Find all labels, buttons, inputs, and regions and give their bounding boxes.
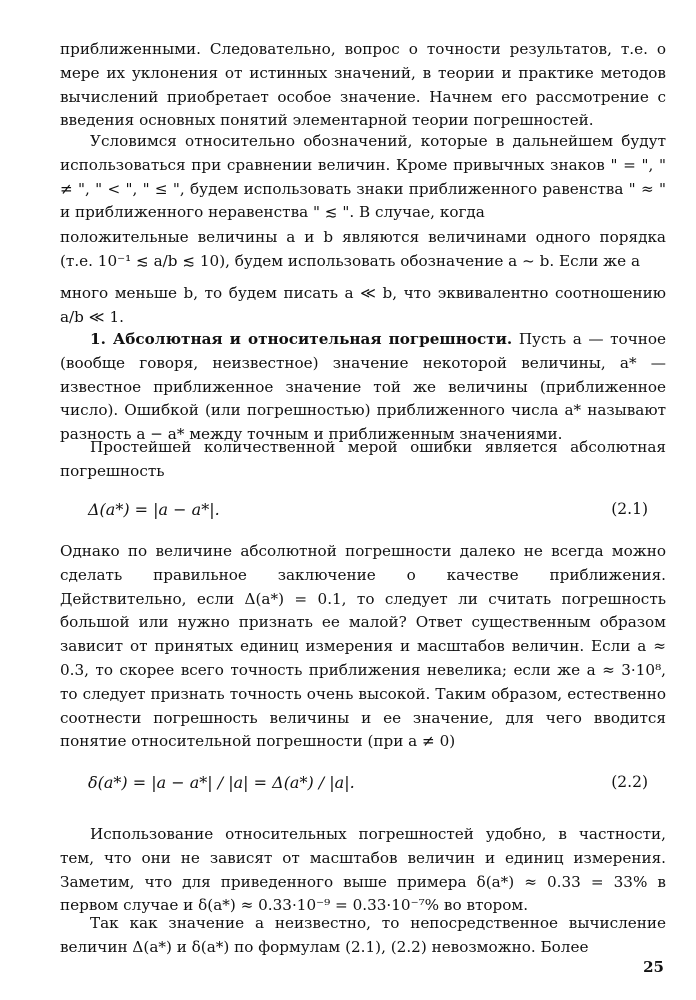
paragraph-abs-error-intro: Простейшей количественной мерой ошибки является абсолютная погрешность [60, 438, 666, 480]
paragraph-usage: Использование относительных погрешностей удобно, в частности, тем, что они не зависят от масштабов величин и единиц измерения. Заметим, что для приведенного выше примера δ(a*) ≈ 0.33 = 33% в первом случае и δ(a*) ≈ 0.33·10⁻⁹ = 0.33·10⁻⁷% во втором. [60, 825, 666, 915]
paragraph-relative-error: Однако по величине абсолютной погрешности далеко не всегда можно сделать правильное заключение о качестве приближения. Действительно, если Δ(a*) = 0.1, то следует ли считать погрешность большой или нужно признать ее малой? Ответ существенным образом зависит от принятых единиц измерения и масштабов величин. Если a ≈ 0.3, то скорее всего точность приближения невелика; если же a ≈ 3·10⁸, то следует признать точность очень высокой. Таким образом, естественно соотнести погрешность величины и ее значение, для чего вводится понятие относительной погрешности (при a ≠ 0) [60, 542, 666, 751]
equation-number-2-1: (2.1) [611, 500, 648, 518]
paragraph-intro: приближенными. Следовательно, вопрос о точности результатов, т.е. о мере их уклонения от истинных значений, в теории и практике методов вычислений приобретает особое значение. Начнем его рассмотрение с введения основных понятий элементарной теории погрешностей. [60, 40, 666, 130]
page-number: 25 [643, 958, 664, 976]
paragraph-much-less: много меньше b, то будем писать a ≪ b, что эквивалентно соотношению a/b ≪ 1. [60, 284, 666, 326]
equation-number-2-2: (2.2) [611, 773, 648, 791]
paragraph-section-1 [60, 328, 666, 447]
paragraph-order: положительные величины a и b являются величинами одного порядка (т.е. 10⁻¹ ≲ a/b ≲ 10), будем использовать обозначение a ~ b. Если же a [60, 228, 666, 270]
paragraph-notation: Условимся относительно обозначений, которые в дальнейшем будут использоваться при сравнении величин. Кроме привычных знаков " = ", " ≠ ", " < ", " ≤ ", будем использовать знаки приближенного равенства " ≈ " и приближенного неравенства " ≲ ". В случае, когда [60, 132, 666, 222]
section-1-text: Пусть a — точное (вообще говоря, неизвестное) значение некоторой величины, a* — известное приближенное значение той же величины (приближенное число). Ошибкой (или погрешностью) приближенного числа a* называют разность a − a* между точным и приближенным значениями. [60, 330, 666, 444]
formula-absolute-error: Δ(a*) = |a − a*|. [88, 500, 220, 519]
section-heading: 1. Абсолютная и относительная погрешности. [90, 330, 513, 348]
paragraph-unknown: Так как значение a неизвестно, то непосредственное вычисление величин Δ(a*) и δ(a*) по формулам (2.1), (2.2) невозможно. Более [60, 914, 666, 956]
formula-relative-error: δ(a*) = |a − a*| / |a| = Δ(a*) / |a|. [88, 773, 355, 792]
